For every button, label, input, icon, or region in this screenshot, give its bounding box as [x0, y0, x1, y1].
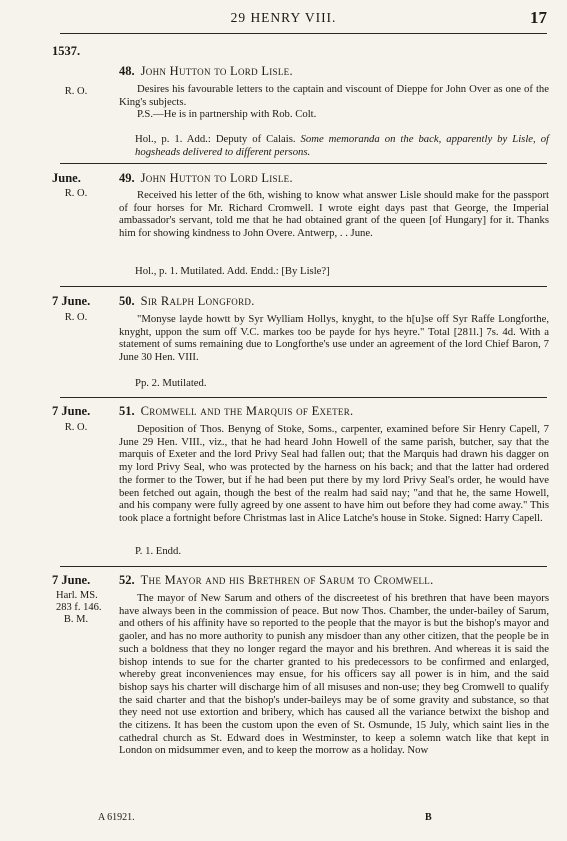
entry-49-source: R. O. [64, 188, 88, 199]
footer-gathering-mark: B [425, 812, 432, 823]
entry-52-heading: 52. The Mayor and his Brethren of Sarum to Cromwell. [119, 573, 434, 587]
running-head-title: 29 HENRY VIII. [230, 10, 337, 25]
entry-51-heading: 51. Cromwell and the Marquis of Exeter. [119, 404, 354, 418]
entry-48-body: Desires his favourable letters to the captain and viscount of Dieppe for John Over as one of the King's subjects. P.S.—He is in partnership with Rob. Colt. [119, 83, 549, 121]
footer-signature-mark: A 61921. [98, 812, 135, 823]
page-number: 17 [530, 8, 547, 27]
entry-49-body: Received his letter of the 6th, wishing to know what answer Lisle should make for the passport of four horses for Mr. Richard Cromwell. I wrote eight days past that George, the Imperial ambassador's servant, told me that he had obtained grant of the queen [of Hungary] for it. Thanks him for showing kindness to John Overe. Antwerp, . . June. [119, 189, 549, 240]
entry-49-date: June. [52, 171, 81, 185]
entry-49-heading: 49. John Hutton to Lord Lisle. [119, 171, 293, 185]
running-head [0, 8, 567, 30]
entry-48-title: John Hutton to Lord Lisle. [140, 64, 293, 78]
entry-divider [60, 163, 547, 164]
entry-50-source: R. O. [64, 312, 88, 323]
entry-divider [60, 566, 547, 567]
entry-52-title: The Mayor and his Brethren of Sarum to Cromwell. [140, 573, 434, 587]
entry-51-title: Cromwell and the Marquis of Exeter. [140, 404, 354, 418]
entry-50-date: 7 June. [52, 294, 91, 308]
year-label: 1537. [52, 44, 81, 58]
entry-51-source: R. O. [64, 422, 88, 433]
entry-50-heading: 50. Sir Ralph Longford. [119, 294, 255, 308]
entry-divider [60, 286, 547, 287]
entry-50-title: Sir Ralph Longford. [140, 294, 255, 308]
header-rule [60, 33, 547, 34]
entry-51-date: 7 June. [52, 404, 91, 418]
entry-50-note: Pp. 2. Mutilated. [135, 377, 207, 389]
entry-48-source: R. O. [64, 86, 88, 97]
entry-48-note: Hol., p. 1. Add.: Deputy of Calais. Some memoranda on the back, apparently by Lisle, of hogsheads delivered to different persons. [135, 133, 550, 158]
entry-52-date: 7 June. [52, 573, 91, 587]
entry-48-heading: 48. John Hutton to Lord Lisle. [119, 64, 293, 78]
entry-49-title: John Hutton to Lord Lisle. [140, 171, 293, 185]
entry-divider [60, 397, 547, 398]
entry-52-body: The mayor of New Sarum and others of the discreetest of his brethren that have been mayors have always been in the commission of peace. But now Thos. Chamber, the under-bailey of Sarum, and others of his affinity have so reported to the people that the mayor is but the bishop's mayor and gaoler, and has no more authority to punish any misdoer than any other citizen, that the people be in such a boldness that they no longer regard the mayor and his brethren. And whereas it is said the bishop intends to sue for the charter granted to his predecessors to be confirmed and enlarged, whereby great inconveniences may ensue, for his officers say all power is in him, and the said bishop says his charter will discharge him of all misuses and non-use; they beg Cromwell to qualify the said charter and that the bishop's under-baileys may be of some gravity and substance, so that they need not use extortion and bribery, which has caused all the variance betwixt the bishop and the citizens. It has been the custom upon the even of St. Osmunde, 15 July, which saint lies in the cathedral church as St. Edward does in Westminster, to keep a solemn watch like that kept in London on midsummer even, and to keep the morrow as a holiday. Now [119, 592, 549, 757]
entry-52-source: Harl. MS. 283 f. 146. B. M. [56, 590, 102, 625]
entry-51-body: Deposition of Thos. Benyng of Stoke, Soms., carpenter, examined before Sir Henry Capell, 7 June 29 Hen. VIII., viz., that he had heard John Howell of the same parish, butcher, say that the marquis of Exeter and the lord Privy Seal had fallen out; that the Marquis had drawn his dagger on my lord Privy Seal, who was protected by the harness on his back; and that the latter had ordered the former to the Tower, but if he had been put there by my lord Privy Seal's order, he would have been fetched out again, though the best of the realm had said nay; "and that he, the same Howell, and his company were fully agreed by one assent to have him out before they had come away." This took place a fortnight before Christmas last in Alice Latche's house in Stoke. Signed: Harry Capell. [119, 423, 549, 524]
entry-49-note: Hol., p. 1. Mutilated. Add. Endd.: [By Lisle?] [135, 265, 330, 277]
entry-50-body: "Monyse layde howtt by Syr Wylliam Hollys, knyght, to the h[u]se off Syr Raffe Longforthe, knyght, uppon the sum off V.C. markes too be payde for hys heyre." Total [281l.] 7s. 4d. With a statement of sums remaining due to Longforthe's use under an agreement of the lord Chief Baron, 7 June 30 Hen. VIII. [119, 313, 549, 364]
entry-51-note: P. 1. Endd. [135, 545, 182, 557]
